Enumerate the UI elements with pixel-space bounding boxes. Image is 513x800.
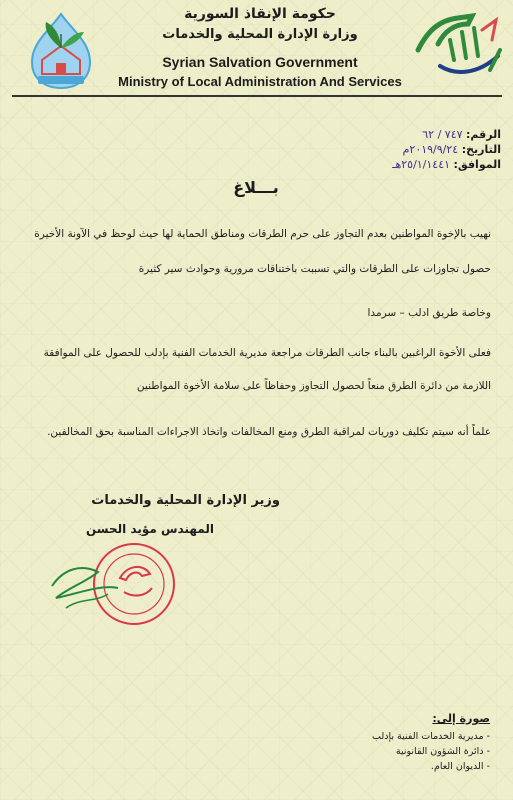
reference-number [422,128,501,141]
cc-title: صورة إلى: [432,712,490,725]
ministry-name-arabic: وزارة الإدارة المحلية والخدمات [162,27,358,42]
ministry-name-english: Ministry of Local Administration And Services [118,74,402,89]
body-line-6: علماً أنه سيتم تكليف دوريات لمراقبة الطرق ومنع المخالفات واتخاذ الاجراءات المناسبة بحق المخالفين. [47,426,491,438]
ministry-calligraphy-emblem-icon [410,10,506,84]
body-line-4: فعلى الأخوة الراغبين بالبناء جانب الطرقات مراجعة مديرية الخدمات الفنية بإدلب للحصول على الموافقة [43,347,491,359]
government-name-english: Syrian Salvation Government [162,54,358,70]
cc-item: - الديوان العام. [300,759,490,774]
date-hijri [392,158,501,171]
date-value: ٢٠١٩/٩/٢٤م [402,143,459,156]
body-line-2: حصول تجاوزات على الطرقات والتي تسببت باختناقات مرورية وحوادث سير كثيرة [138,263,491,275]
hijri-label: الموافق: [453,158,501,171]
official-stamp-icon [46,538,186,630]
cc-list [300,729,490,774]
signatory-name: المهندس مؤيد الحسن [86,522,214,536]
hijri-value: ٢٥/١/١٤٤١هـ [392,158,451,171]
body-line-1: نهيب بالإخوة المواطنين بعدم التجاوز على حرم الطرقات ومناطق الحماية لها حيث لوحظ في الآونة الأخيرة [34,228,491,240]
date-label: التاريخ: [461,143,501,156]
signatory-title: وزير الإدارة المحلية والخدمات [91,493,280,508]
ministry-leaf-emblem-icon [20,8,102,92]
notice-title: بـــلاغ [233,178,279,197]
cc-item: - مديرية الخدمات الفنية بإدلب [300,729,490,744]
cc-item: - دائرة الشؤون القانونية [300,744,490,759]
government-name-arabic: حكومة الإنقاذ السورية [184,6,336,22]
body-line-3: وخاصة طريق ادلب – سرمدا [367,307,491,319]
date-gregorian [403,143,501,156]
reference-value: ٧٤٧ / ٦٢ [422,128,463,141]
header-divider [12,95,502,97]
reference-label: الرقم: [466,128,501,141]
body-line-5: اللازمة من دائرة الطرق منعاً لحصول التجاوز وحفاظاً على سلامة الأخوة المواطنين [136,380,491,392]
